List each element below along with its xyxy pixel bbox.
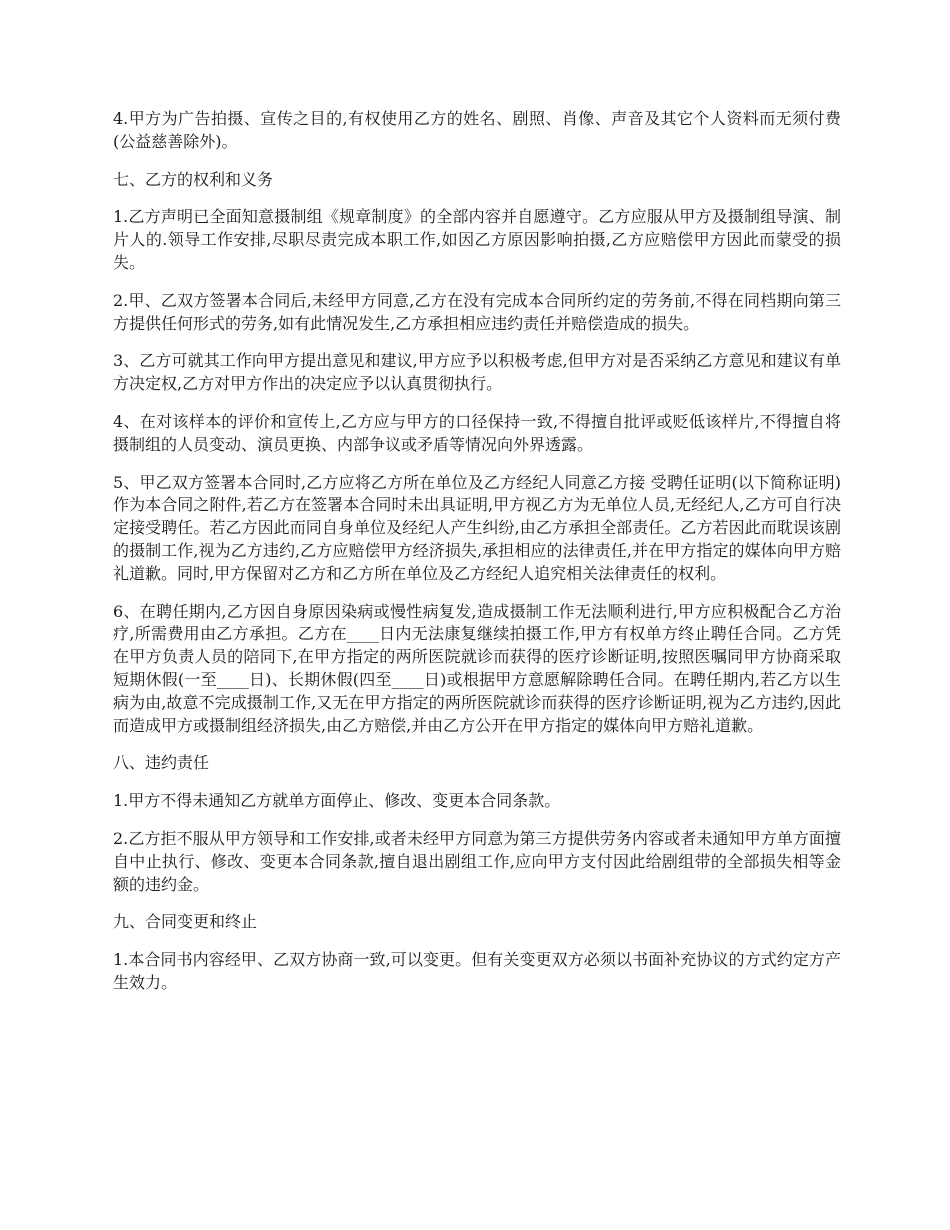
document-page [113, 108, 841, 1010]
clause-7-2: 2.甲、乙双方签署本合同后,未经甲方同意,乙方在没有完成本合同所约定的劳务前,不得在同档期向第三方提供任何形式的劳务,如有此情况发生,乙方承担相应违约责任并赔偿造成的损失。 [113, 290, 841, 333]
section-heading-8: 八、违约责任 [113, 753, 210, 773]
clause-7-1: 1.乙方声明已全面知意摄制组《规章制度》的全部内容并自愿遵守。乙方应服从甲方及摄制组导演、制片人的.领导工作安排,尽职尽责完成本职工作,如因乙方原因影响拍摄,乙方应赔偿甲方因此而蒙受的损失。 [113, 207, 841, 272]
clause-7-4: 4、在对该样本的评价和宣传上,乙方应与甲方的口径保持一致,不得擅自批评或贬低该样片,不得擅自将摄制组的人员变动、演员更换、内部争议或矛盾等情况向外界透露。 [113, 411, 841, 454]
clause-8-2: 2.乙方拒不服从甲方领导和工作安排,或者未经甲方同意为第三方提供劳务内容或者未通知甲方单方面擅自中止执行、修改、变更本合同条款,擅自退出剧组工作,应向甲方支付因此给剧组带的全部损失相等金额的违约金。 [113, 828, 841, 894]
clause-8-1: 1.甲方不得未通知乙方就单方面停止、修改、变更本合同条款。 [113, 791, 561, 811]
clause-7-5: 5、甲乙双方签署本合同时,乙方应将乙方所在单位及乙方经纪人同意乙方接 受聘任证明(以下简称证明)作为本合同之附件,若乙方在签署本合同时未出具证明,甲方视乙方为无单位人员,无经纪人,乙方可自行决定接受聘任。若乙方因此而同自身单位及经纪人产生纠纷,由乙方承担全部责任。乙方若因此而耽误该剧的摄制工作,视为乙方违约,乙方应赔偿甲方经济损失,承担相应的法律责任,并在甲方指定的媒体向甲方赔礼道歉。同时,甲方保留对乙方和乙方所在单位及乙方经纪人追究相关法律责任的权利。 [113, 472, 841, 583]
clause-4-advertising-rights: 4.甲方为广告拍摄、宣传之目的,有权使用乙方的姓名、剧照、肖像、声音及其它个人资料而无须付费(公益慈善除外)。 [113, 109, 841, 151]
clause-9-1: 1.本合同书内容经甲、乙双方协商一致,可以变更。但有关变更双方必须以书面补充协议的方式约定方产生效力。 [113, 950, 841, 992]
section-heading-9: 九、合同变更和终止 [113, 912, 258, 932]
section-heading-7: 七、乙方的权利和义务 [113, 169, 274, 189]
clause-7-6: 6、在聘任期内,乙方因自身原因染病或慢性病复发,造成摄制工作无法顺利进行,甲方应积极配合乙方治疗,所需费用由乙方承担。乙方在____日内无法康复继续拍摄工作,甲方有权单方终止聘任合同。乙方凭在甲方负责人员的陪同下,在甲方指定的两所医院就诊而获得的医疗诊断证明,按照医嘱同甲方协商采取短期休假(一至____日)、长期休假(四至____日)或根据甲方意愿解除聘任合同。在聘任期内,若乙方以生病为由,故意不完成摄制工作,又无在甲方指定的两所医院就诊而获得的医疗诊断证明,视为乙方违约,因此而造成甲方或摄制组经济损失,由乙方赔偿,并由乙方公开在甲方指定的媒体向甲方赔礼道歉。 [113, 601, 841, 735]
clause-7-3: 3、乙方可就其工作向甲方提出意见和建议,甲方应予以积极考虑,但甲方对是否采纳乙方意见和建议有单方决定权,乙方对甲方作出的决定应予以认真贯彻执行。 [113, 351, 841, 394]
